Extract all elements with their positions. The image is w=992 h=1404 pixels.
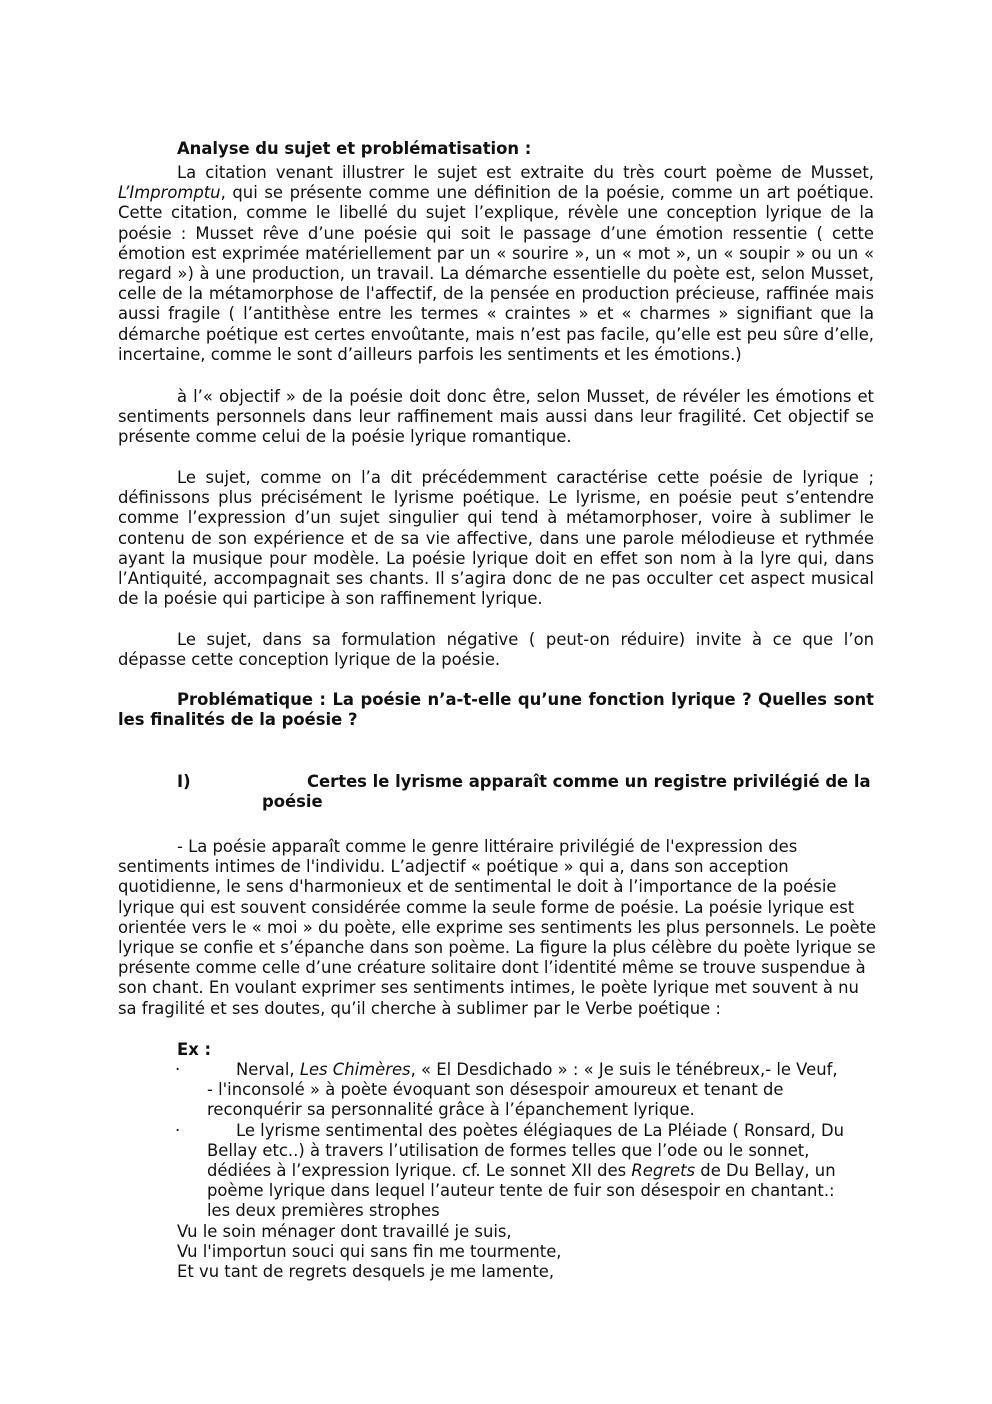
work-title-regrets: Regrets <box>631 1161 696 1180</box>
section-number: I) <box>177 772 191 791</box>
paragraph-citation-text-b: , qui se présente comme une définition de la poésie, comme un art poétique. Cette citation, comme le libellé du sujet l’explique, révèle une conception lyrique de la poésie : Musset rêve d’une poésie qui soit le passage d’une émotion ressentie ( cette émotion est exprimée matériellement par un « sourire », un « mot », un « soupir » ou un « regard ») à une production, un travail. La démarche essentielle du poète est, selon Musset, celle de la métamorphose de l'affectif, de la pensée en production précieuse, raffinée mais aussi fragile ( l’antithèse entre les termes « craintes » et « charmes » signifiant que la démarche poétique est certes envoûtante, mais n’est pas facile, qu’elle est peu sûre d’elle, incertaine, comme le sont d’ailleurs parfois les sentiments et les émotions.) <box>118 183 874 364</box>
example-1-line2: - l'inconsolé » à poète évoquant son désespoir amoureux et tenant de <box>207 1080 784 1099</box>
example-2-line3-a: dédiées à l’expression lyrique. cf. Le sonnet XII des <box>207 1161 632 1180</box>
paragraph-citation <box>118 163 874 365</box>
work-title-chimeres: Les Chimères <box>299 1060 411 1079</box>
example-2-line3 <box>207 1161 836 1181</box>
poem-line: Vu le soin ménager dont travaillé je suis, <box>177 1222 512 1241</box>
problematique: Problématique : La poésie n’a-t-elle qu’une fonction lyrique ? Quelles sont les finalités de la poésie ? <box>118 690 874 730</box>
section-title-line1: Certes le lyrisme apparaît comme un registre privilégié de la <box>307 772 871 791</box>
example-1-line1 <box>236 1060 838 1080</box>
example-2-line3-b: de Du Bellay, un <box>695 1161 836 1180</box>
example-2-line1: Le lyrisme sentimental des poètes élégiaques de La Pléiade ( Ronsard, Du <box>236 1121 844 1140</box>
example-2-line2: Bellay etc..) à travers l’utilisation de formes telles que l’ode ou le sonnet, <box>207 1141 810 1160</box>
example-label: Ex : <box>177 1040 212 1059</box>
bullet-icon: · <box>175 1060 181 1079</box>
example-2-line5: les deux premières strophes <box>207 1201 440 1220</box>
analysis-heading: Analyse du sujet et problématisation : <box>177 139 532 158</box>
example-1-author: Nerval, <box>236 1060 300 1079</box>
bullet-icon: · <box>175 1121 181 1140</box>
poem-line: Vu l'importun souci qui sans fin me tourmente, <box>177 1242 562 1261</box>
section-title-line2: poésie <box>262 792 323 811</box>
example-1-quote: , « El Desdichado » : « Je suis le ténébreux,- le Veuf, <box>410 1060 838 1079</box>
work-title-impromptu: L’Impromptu <box>118 183 221 203</box>
example-1-line3: reconquérir sa personnalité grâce à l’épanchement lyrique. <box>207 1100 695 1119</box>
paragraph-citation-text-a: La citation venant illustrer le sujet est extraite du très court poème de Musset, <box>177 163 874 182</box>
paragraph-formulation: Le sujet, dans sa formulation négative ( peut-on réduire) invite à ce que l’on dépasse cette conception lyrique de la poésie. <box>118 630 874 670</box>
paragraph-genre-lyrique: - La poésie apparaît comme le genre littéraire privilégié de l'expression des sentiments intimes de l'individu. L’adjectif « poétique » qui a, dans son acception quotidienne, le sens d'harmonieux et de sentimental le doit à l’importance de la poésie lyrique qui est souvent considérée comme la seule forme de poésie. La poésie lyrique est orientée vers le « moi » du poète, elle exprime ses sentiments les plus personnels. Le poète lyrique se confie et s’épanche dans son poème. La figure la plus célèbre du poète lyrique se présente comme celle d’une créature solitaire dont l’identité même se trouve suspendue à son chant. En voulant exprimer ses sentiments intimes, le poète lyrique met souvent à nu sa fragilité et ses doutes, qu’il cherche à sublimer par le Verbe poétique : <box>118 837 877 1018</box>
paragraph-objectif: à l’« objectif » de la poésie doit donc être, selon Musset, de révéler les émotions et sentiments personnels dans leur raffinement mais aussi dans leur fragilité. Cet objectif se présente comme celui de la poésie lyrique romantique. <box>118 387 874 447</box>
example-2-line4: poème lyrique dans lequel l’auteur tente de fuir son désespoir en chantant.: <box>207 1181 835 1200</box>
paragraph-lyrisme: Le sujet, comme on l’a dit précédemment caractérise cette poésie de lyrique ; définissons plus précisément le lyrisme poétique. Le lyrisme, en poésie peut s’entendre comme l’expression d’un sujet singulier qui tend à métamorphoser, voire à sublimer le contenu de son expérience et de sa vie affective, dans une parole mélodieuse et rythmée ayant la musique pour modèle. La poésie lyrique doit en effet son nom à la lyre qui, dans l’Antiquité, accompagnait ses chants. Il s’agira donc de ne pas occulter cet aspect musical de la poésie qui participe à son raffinement lyrique. <box>118 468 874 609</box>
poem-line: Et vu tant de regrets desquels je me lamente, <box>177 1262 555 1281</box>
